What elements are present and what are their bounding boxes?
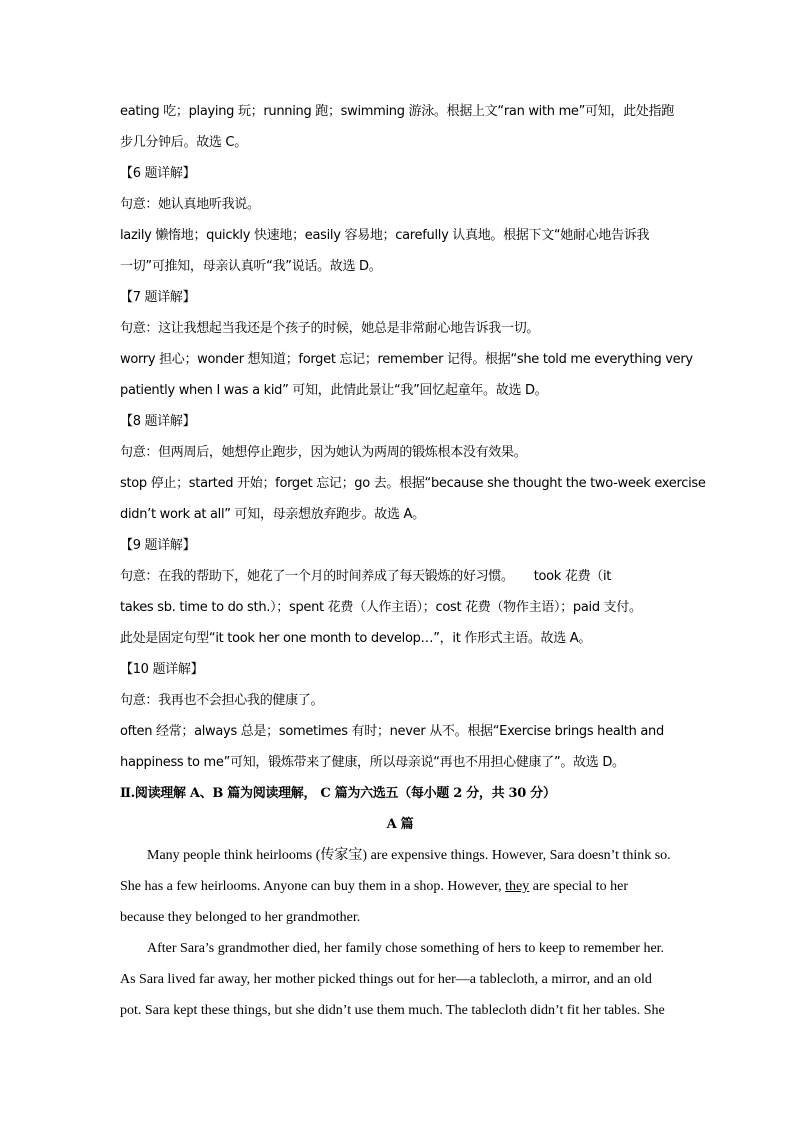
passage-line: pot. Sara kept these things, but she didn’t use them much. The tablecloth didn’t fit her tables. She — [120, 1003, 665, 1018]
text-line: eating 吃；playing 玩；running 跑；swimming 游泳。根据上文“ran with me”可知，此处指跑 — [120, 104, 674, 119]
text-line: 步几分钟后。故选 C。 — [120, 135, 247, 150]
passage-line: because they belonged to her grandmother. — [120, 910, 361, 925]
question-8-explanation: stop 停止；started 开始；forget 忘记；go 去。根据“because she thought the two-week exercise — [120, 476, 706, 491]
passage-text: are special to her — [529, 879, 628, 894]
passage-line: As Sara lived far away, her mother picked things out for her—a tablecloth, a mirror, and an old — [120, 972, 652, 987]
question-9-meaning-tail: took 花费（it — [533, 569, 612, 584]
question-7-explanation: patiently when I was a kid” 可知，此情此景让“我”回忆起童年。故选 D。 — [120, 383, 548, 398]
question-9-explanation: takes sb. time to do sth.）；spent 花费（人作主语）；cost 花费（物作主语）；paid 支付。 — [120, 600, 642, 615]
question-10-explanation: happiness to me”可知，锻炼带来了健康，所以母亲说“再也不用担心健康了”。故选 D。 — [120, 755, 625, 770]
question-7-meaning: 句意：这让我想起当我还是个孩子的时候，她总是非常耐心地告诉我一切。 — [120, 321, 540, 336]
passage-text: She has a few heirlooms. Anyone can buy them in a shop. However, — [120, 879, 506, 894]
part-2-heading: Ⅱ.阅读理解 A、B 篇为阅读理解， C 篇为六选五（每小题 2 分，共 30 分） — [120, 786, 556, 801]
question-6-explanation: lazily 懒惰地；quickly 快速地；easily 容易地；carefully 认真地。根据下文“她耐心地告诉我 — [120, 228, 650, 243]
question-6-heading: 【6 题详解】 — [120, 166, 196, 181]
question-10-explanation: often 经常；always 总是；sometimes 有时；never 从不。根据“Exercise brings health and — [120, 724, 664, 739]
passage-line: After Sara’s grandmother died, her family chose something of hers to keep to remember her. — [147, 941, 665, 956]
question-6-meaning: 句意：她认真地听我说。 — [120, 197, 260, 212]
passage-line: Many people think heirlooms (传家宝) are expensive things. However, Sara doesn’t think so. — [147, 848, 671, 863]
question-10-meaning: 句意：我再也不会担心我的健康了。 — [120, 693, 324, 708]
question-8-meaning: 句意：但两周后，她想停止跑步，因为她认为两周的锻炼根本没有效果。 — [120, 445, 527, 460]
question-7-explanation: worry 担心；wonder 想知道；forget 忘记；remember 记得。根据“she told me everything very — [120, 352, 693, 367]
question-9-meaning: 句意：在我的帮助下，她花了一个月的时间养成了每天锻炼的好习惯。 — [120, 569, 514, 584]
question-9-heading: 【9 题详解】 — [120, 538, 196, 553]
question-8-explanation: didn’t work at all” 可知，母亲想放弃跑步。故选 A。 — [120, 507, 425, 522]
question-7-heading: 【7 题详解】 — [120, 290, 196, 305]
question-10-heading: 【10 题详解】 — [120, 662, 204, 677]
passage-title: A 篇 — [386, 817, 414, 832]
question-9-explanation: 此处是固定句型“it took her one month to develop…”，it 作形式主语。故选 A。 — [120, 631, 592, 646]
question-6-explanation: 一切”可推知，母亲认真听“我”说话。故选 D。 — [120, 259, 382, 274]
document-body — [120, 96, 706, 1026]
underlined-word: they — [505, 879, 530, 894]
question-8-heading: 【8 题详解】 — [120, 414, 196, 429]
question-9-meaning-line — [120, 561, 680, 592]
passage-line — [120, 871, 680, 902]
